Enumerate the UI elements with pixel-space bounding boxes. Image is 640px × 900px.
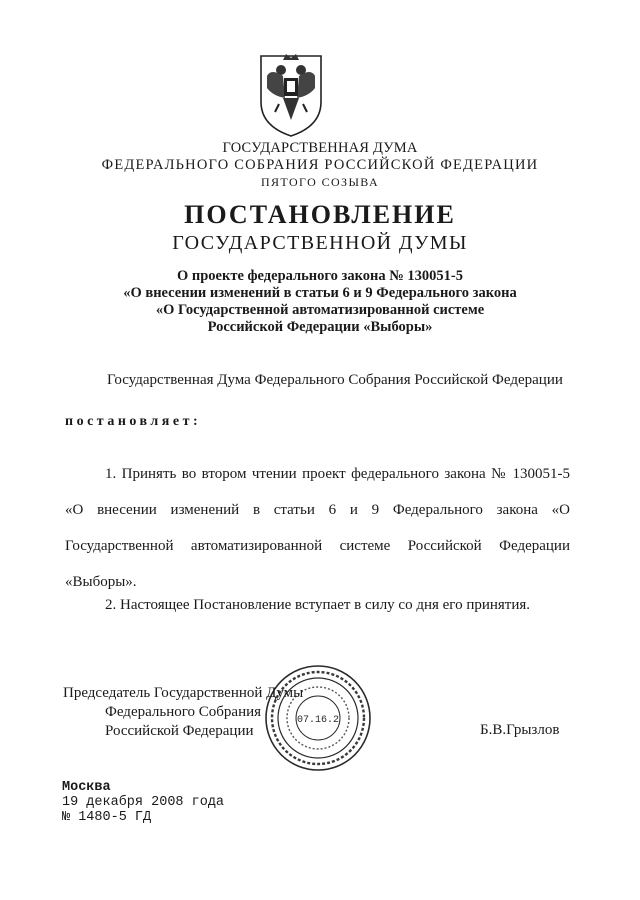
- subject-line: «О внесении изменений в статьи 6 и 9 Федерального закона: [123, 285, 517, 301]
- footer-number: № 1480-5 ГД: [62, 810, 152, 825]
- coat-of-arms-icon: [253, 46, 329, 138]
- subject-line: Российской Федерации «Выборы»: [207, 319, 433, 335]
- signatory-title-line: Председатель Государственной Думы: [63, 685, 304, 701]
- signatory-name: Б.В.Грызлов: [480, 722, 560, 738]
- signatory-title-line: Российской Федерации: [105, 723, 254, 739]
- org-title: ГОСУДАРСТВЕННАЯ ДУМА: [222, 140, 418, 156]
- decree-item-2: 2. Настоящее Постановление вступает в силу со дня его принятия.: [105, 597, 531, 613]
- org-subtitle: ФЕДЕРАЛЬНОГО СОБРАНИЯ РОССИЙСКОЙ ФЕДЕРАЦИИ: [101, 157, 539, 173]
- footer-city: Москва: [62, 780, 111, 795]
- decree-item-1: 1. Принять во втором чтении проект федерального закона № 130051-5 «О внесении изменений в статьи 6 и 9 Федерального закона «О Государственной автоматизированной системе Российской Федерации «Выборы».: [65, 466, 570, 590]
- decrees-label: постановляет:: [65, 414, 202, 429]
- convocation: ПЯТОГО СОЗЫВА: [260, 175, 380, 189]
- subject-block: [0, 268, 640, 336]
- subject-line: «О Государственной автоматизированной системе: [155, 302, 485, 318]
- document-type: ПОСТАНОВЛЕНИЕ: [184, 200, 456, 229]
- preamble: Государственная Дума Федерального Собрания Российской Федерации: [107, 372, 563, 388]
- footer-date: 19 декабря 2008 года: [62, 795, 225, 810]
- document-type-subtitle: ГОСУДАРСТВЕННОЙ ДУМЫ: [172, 232, 468, 254]
- official-seal-icon: [262, 662, 374, 774]
- signatory-title-line: Федерального Собрания: [105, 704, 262, 720]
- seal-center-text: 07.16.2: [296, 715, 340, 726]
- subject-line: О проекте федерального закона № 130051-5: [176, 268, 464, 284]
